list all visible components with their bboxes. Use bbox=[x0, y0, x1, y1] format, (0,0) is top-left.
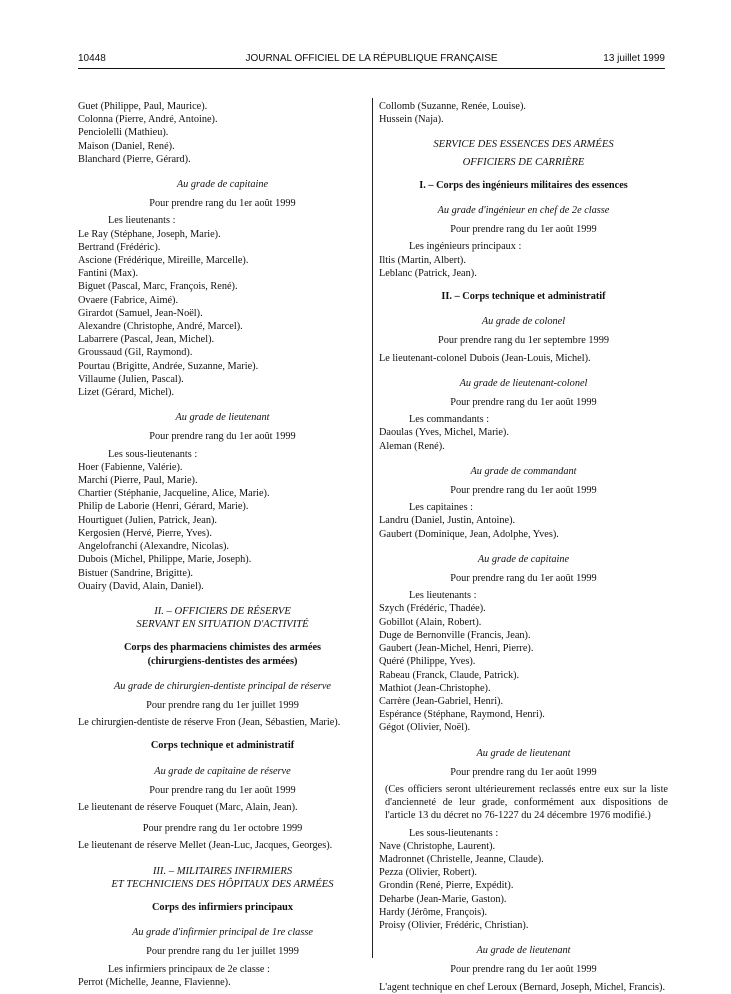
list-item: Gaubert (Dominique, Jean, Adolphe, Yves). bbox=[379, 528, 559, 540]
list-item: Proisy (Olivier, Frédéric, Christian). bbox=[379, 919, 529, 931]
list-item: Biguet (Pascal, Marc, François, René). bbox=[78, 281, 238, 293]
list-item: Fantini (Max). bbox=[78, 268, 139, 280]
reclassification-note: (Ces officiers seront ultérieurement reclassés entre eux sur la liste d'ancienneté de leur grade, conformément aux dispositions de l'article 13 du décret no 76-1227 du 24 décembre 1976 modifié.) bbox=[385, 783, 668, 822]
appointment-text: Le lieutenant-colonel Dubois (Jean-Louis, Michel). bbox=[379, 352, 591, 364]
list-item: Ovaere (Fabrice, Aimé). bbox=[78, 294, 179, 306]
list-item: Kergosien (Hervé, Pierre, Yves). bbox=[78, 527, 212, 539]
rank-date: Pour prendre rang du 1er août 1999 bbox=[450, 573, 597, 585]
list-item: Dubois (Michel, Philippe, Marie, Joseph). bbox=[78, 554, 252, 566]
journal-title: JOURNAL OFFICIEL DE LA RÉPUBLIQUE FRANÇAISE bbox=[245, 53, 498, 64]
section-title: SERVICE DES ESSENCES DES ARMÉES bbox=[433, 139, 614, 151]
group-intro: Les sous-lieutenants : bbox=[108, 448, 198, 460]
grade-heading: Au grade de lieutenant bbox=[476, 747, 571, 759]
rank-date: Pour prendre rang du 1er août 1999 bbox=[450, 485, 597, 497]
corps-title: II. – Corps technique et administratif bbox=[441, 291, 606, 303]
list-item: Perrot (Michelle, Jeanne, Flavienne). bbox=[78, 976, 231, 988]
list-item: Iltis (Martin, Albert). bbox=[379, 254, 466, 266]
list-item: Quéré (Philippe, Yves). bbox=[379, 656, 476, 668]
list-item: Rabeau (Franck, Claude, Patrick). bbox=[379, 669, 520, 681]
appointment-text: L'agent technique en chef Leroux (Bernard, Joseph, Michel, Francis). bbox=[379, 981, 666, 993]
grade-heading: Au grade de capitaine de réserve bbox=[154, 765, 291, 777]
list-item: Aleman (René). bbox=[379, 440, 445, 452]
list-item: Hardy (Jérôme, François). bbox=[379, 906, 488, 918]
list-item: Landru (Daniel, Justin, Antoine). bbox=[379, 515, 516, 527]
rank-date: Pour prendre rang du 1er août 1999 bbox=[450, 964, 597, 976]
list-item: Ascione (Frédérique, Mireille, Marcelle). bbox=[78, 255, 249, 267]
name-list bbox=[78, 100, 367, 166]
list-item: Lizet (Gérard, Michel). bbox=[78, 387, 175, 399]
name-list bbox=[379, 840, 668, 932]
corps-title: Corps technique et administratif bbox=[150, 740, 295, 752]
grade-heading: Au grade de capitaine bbox=[176, 179, 269, 191]
corps-title: Corps des pharmaciens chimistes des armées bbox=[123, 642, 322, 654]
section-title: II. – OFFICIERS DE RÉSERVE bbox=[154, 605, 291, 617]
rank-date: Pour prendre rang du 1er juillet 1999 bbox=[146, 946, 299, 958]
list-item: Blanchard (Pierre, Gérard). bbox=[78, 153, 191, 165]
group-intro: Les capitaines : bbox=[409, 502, 474, 514]
list-item: Le Ray (Stéphane, Joseph, Marie). bbox=[78, 228, 221, 240]
group-intro: Les commandants : bbox=[409, 414, 490, 426]
list-item: Duge de Bernonville (Francis, Jean). bbox=[379, 629, 531, 641]
name-list bbox=[379, 602, 668, 734]
rank-date: Pour prendre rang du 1er août 1999 bbox=[450, 397, 597, 409]
list-item: Gaubert (Jean-Michel, Henri, Pierre). bbox=[379, 643, 534, 655]
list-item: Szych (Frédéric, Thadée). bbox=[379, 603, 486, 615]
page-number: 10448 bbox=[78, 53, 106, 64]
list-item: Mathiot (Jean-Christophe). bbox=[379, 682, 491, 694]
list-item: Leblanc (Patrick, Jean). bbox=[379, 267, 477, 279]
list-item: Bertrand (Frédéric). bbox=[78, 241, 161, 253]
list-item: Angelofranchi (Alexandre, Nicolas). bbox=[78, 541, 229, 553]
section-title: III. – MILITAIRES INFIRMIERS bbox=[152, 865, 293, 877]
list-item: Pourtau (Brigitte, Andrée, Suzanne, Marie). bbox=[78, 360, 259, 372]
list-item: Girardot (Samuel, Jean-Noël). bbox=[78, 307, 203, 319]
issue-date: 13 juillet 1999 bbox=[603, 53, 665, 64]
grade-heading: Au grade de lieutenant bbox=[175, 412, 270, 424]
rank-date: Pour prendre rang du 1er août 1999 bbox=[450, 224, 597, 236]
list-item: Marchi (Pierre, Paul, Marie). bbox=[78, 475, 198, 487]
section-title: OFFICIERS DE CARRIÈRE bbox=[462, 156, 585, 168]
list-item: Madronnet (Christelle, Jeanne, Claude). bbox=[379, 853, 544, 865]
name-list bbox=[379, 426, 668, 452]
list-item: Guet (Philippe, Paul, Maurice). bbox=[78, 101, 208, 112]
rank-date: Pour prendre rang du 1er octobre 1999 bbox=[142, 823, 303, 835]
column-divider bbox=[372, 98, 373, 958]
section-title: ET TECHNICIENS DES HÔPITAUX DES ARMÉES bbox=[111, 878, 334, 890]
header-rule bbox=[78, 68, 665, 69]
list-item: Ouairy (David, Alain, Daniel). bbox=[78, 580, 204, 592]
list-item: Pezza (Olivier, Robert). bbox=[379, 867, 477, 879]
rank-date: Pour prendre rang du 1er août 1999 bbox=[450, 766, 597, 778]
list-item: Maison (Daniel, René). bbox=[78, 140, 175, 152]
corps-title: I. – Corps des ingénieurs militaires des essences bbox=[419, 179, 628, 191]
list-item: Nave (Christophe, Laurent). bbox=[379, 840, 496, 852]
list-item: Deharbe (Jean-Marie, Gaston). bbox=[379, 893, 507, 905]
list-item: Hourtiguet (Julien, Patrick, Jean). bbox=[78, 514, 217, 526]
list-item: Hussein (Naja). bbox=[379, 114, 444, 126]
list-item: Penciolelli (Mathieu). bbox=[78, 127, 169, 139]
list-item: Bistuer (Sandrine, Brigitte). bbox=[78, 567, 193, 579]
grade-heading: Au grade de capitaine bbox=[477, 553, 570, 565]
group-intro: Les sous-lieutenants : bbox=[409, 827, 499, 839]
grade-heading: Au grade de chirurgien-dentiste principal de réserve bbox=[114, 680, 331, 692]
group-intro: Les infirmiers principaux de 2e classe : bbox=[108, 963, 270, 975]
rank-date: Pour prendre rang du 1er septembre 1999 bbox=[438, 335, 609, 347]
corps-title: Corps des infirmiers principaux bbox=[151, 901, 293, 913]
list-item: Collomb (Suzanne, Renée, Louise). bbox=[379, 101, 526, 112]
name-list bbox=[379, 514, 668, 540]
list-item: Gobillot (Alain, Robert). bbox=[379, 616, 482, 628]
appointment-text: Le lieutenant de réserve Fouquet (Marc, Alain, Jean). bbox=[78, 801, 298, 813]
appointment-text: Le chirurgien-dentiste de réserve Fron (Jean, Sébastien, Marie). bbox=[78, 717, 341, 729]
group-intro: Les ingénieurs principaux : bbox=[409, 241, 522, 253]
list-item: Carrère (Jean-Gabriel, Henri). bbox=[379, 695, 504, 707]
list-item: Gégot (Olivier, Noël). bbox=[379, 722, 471, 734]
rank-date: Pour prendre rang du 1er août 1999 bbox=[149, 431, 296, 443]
appointment-text: Le lieutenant de réserve Mellet (Jean-Luc, Jacques, Georges). bbox=[78, 840, 333, 852]
name-list bbox=[78, 461, 367, 593]
grade-heading: Au grade de lieutenant bbox=[476, 945, 571, 957]
rank-date: Pour prendre rang du 1er juillet 1999 bbox=[146, 699, 299, 711]
name-list bbox=[379, 100, 668, 126]
grade-heading: Au grade de lieutenant-colonel bbox=[459, 377, 588, 389]
group-intro: Les lieutenants : bbox=[409, 590, 477, 602]
grade-heading: Au grade d'infirmier principal de 1re classe bbox=[132, 927, 313, 939]
rank-date: Pour prendre rang du 1er août 1999 bbox=[149, 198, 296, 210]
grade-heading: Au grade de colonel bbox=[481, 316, 566, 328]
list-item: Alexandre (Christophe, André, Marcel). bbox=[78, 321, 243, 333]
left-column bbox=[78, 100, 367, 989]
list-item: Groussaud (Gil, Raymond). bbox=[78, 347, 193, 359]
grade-heading: Au grade de commandant bbox=[470, 465, 577, 477]
corps-title: (chirurgiens-dentistes des armées) bbox=[147, 655, 298, 667]
page-header bbox=[78, 53, 665, 69]
list-item: Espérance (Stéphane, Raymond, Henri). bbox=[379, 709, 545, 721]
list-item: Grondin (René, Pierre, Expédit). bbox=[379, 880, 514, 892]
right-column bbox=[379, 100, 668, 994]
group-intro: Les lieutenants : bbox=[108, 215, 176, 227]
grade-heading: Au grade d'ingénieur en chef de 2e classe bbox=[437, 205, 610, 217]
name-list bbox=[78, 228, 367, 400]
name-list bbox=[379, 254, 668, 280]
list-item: Labarrere (Pascal, Jean, Michel). bbox=[78, 334, 215, 346]
section-title: SERVANT EN SITUATION D'ACTIVITÉ bbox=[136, 619, 309, 631]
list-item: Chartier (Stéphanie, Jacqueline, Alice, Marie). bbox=[78, 488, 270, 500]
list-item: Hoer (Fabienne, Valérie). bbox=[78, 461, 183, 473]
list-item: Colonna (Pierre, André, Antoine). bbox=[78, 114, 218, 126]
rank-date: Pour prendre rang du 1er août 1999 bbox=[149, 784, 296, 796]
list-item: Philip de Laborie (Henri, Gérard, Marie). bbox=[78, 501, 249, 513]
list-item: Villaume (Julien, Pascal). bbox=[78, 373, 184, 385]
list-item: Daoulas (Yves, Michel, Marie). bbox=[379, 427, 509, 439]
